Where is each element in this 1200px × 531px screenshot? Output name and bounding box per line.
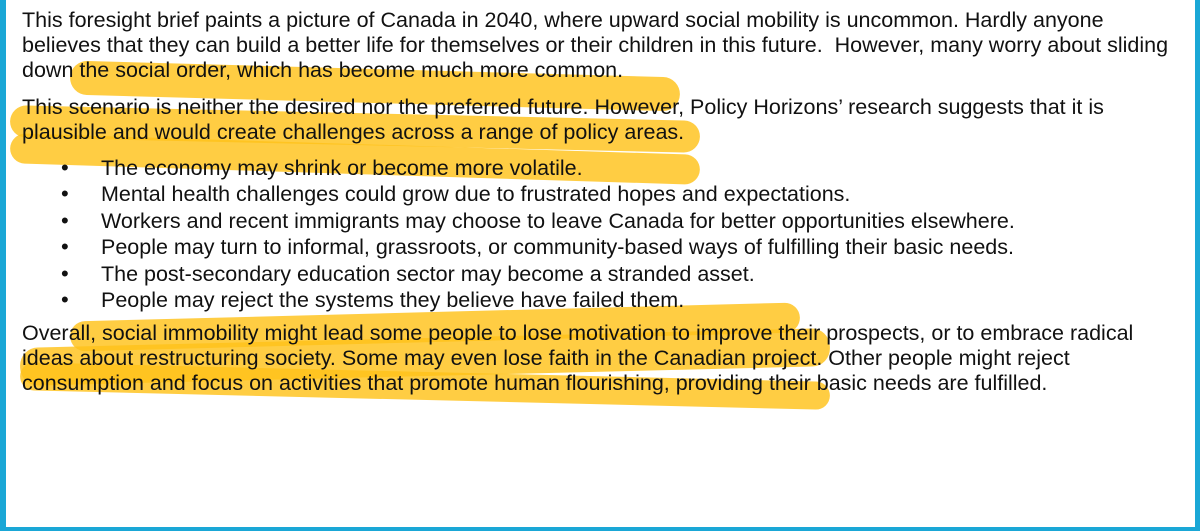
bullet-icon: • (61, 260, 69, 286)
list-item-text: People may turn to informal, grassroots, or community-based ways of fulfilling their basic needs. (101, 235, 1014, 260)
bullet-icon: • (61, 155, 69, 180)
bullet-icon: • (61, 181, 69, 207)
intro-paragraph: This foresight brief paints a picture of Canada in 2040, where upward social mobility is uncommon. Hardly anyone believes that they can build a better life for themselves or their children in this future. However, many worry about sliding down the social order, which has become much more common. (22, 8, 1175, 82)
bullet-icon: • (61, 207, 69, 233)
list-item (22, 155, 1182, 181)
list-item (22, 261, 1182, 287)
frame-bottom-border (0, 527, 1200, 531)
list-item-text: Mental health challenges could grow due to frustrated hopes and expectations. (101, 182, 851, 207)
list-item-text: Workers and recent immigrants may choose to leave Canada for better opportunities elsewhere. (101, 208, 1015, 233)
list-item (22, 181, 1182, 207)
frame-left-border (0, 0, 6, 531)
list-item-text: The post-secondary education sector may become a stranded asset. (101, 261, 755, 286)
conclusion-paragraph: Overall, social immobility might lead some people to lose motivation to improve their prospects, or to embrace radical ideas about restructuring society. Some may even lose faith in the Canadian project. Other people might reject consumption and focus on activities that promote human flourishing, providing their basic needs are fulfilled. (22, 321, 1140, 396)
list-item (22, 287, 1182, 313)
scenario-paragraph: This scenario is neither the desired nor the preferred future. However, Policy Horizons’ research suggests that it is plausible and would create challenges across a range of policy areas. (22, 95, 1110, 144)
bullet-icon: • (61, 234, 69, 260)
list-item-text: People may reject the systems they believe have failed them. (101, 288, 685, 313)
list-item (22, 234, 1182, 260)
bullet-icon: • (61, 287, 69, 313)
document-body (22, 8, 1182, 396)
consequences-list (22, 155, 1182, 313)
list-item (22, 208, 1182, 234)
frame-right-border (1195, 0, 1200, 531)
list-item-text: The economy may shrink or become more volatile. (101, 156, 583, 180)
